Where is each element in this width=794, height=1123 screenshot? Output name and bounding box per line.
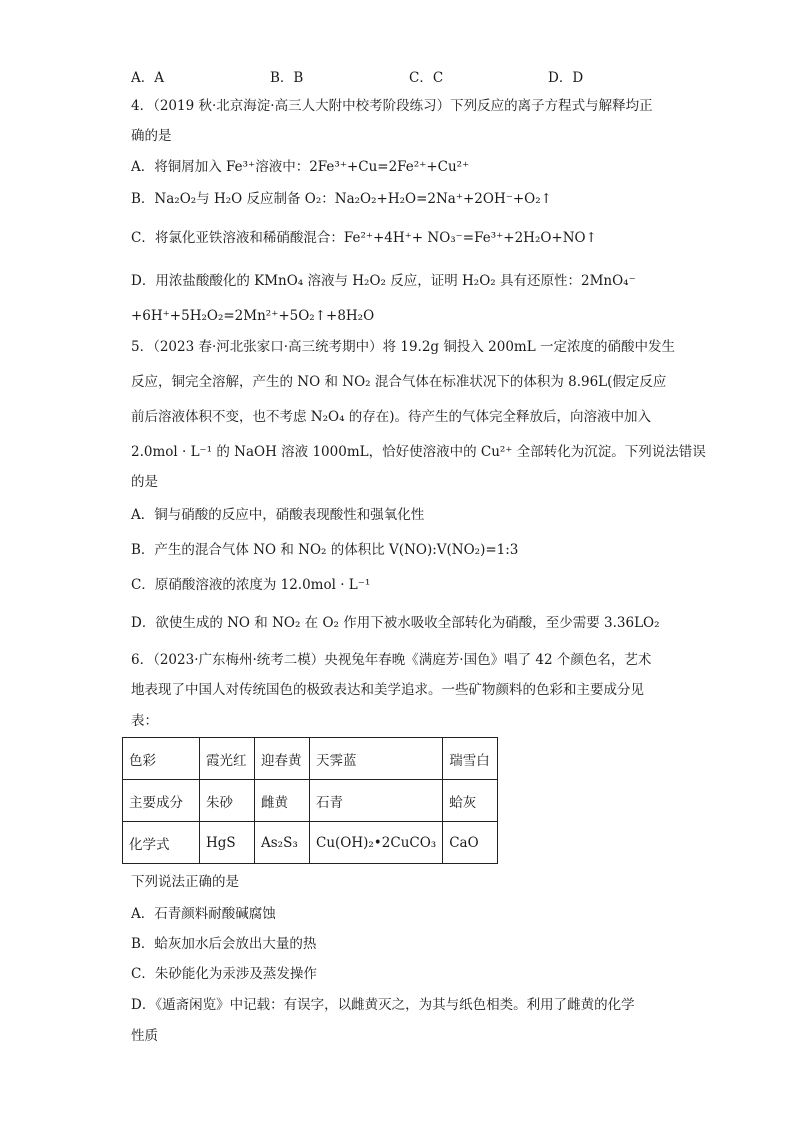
table-cell: 雌黄: [255, 780, 310, 822]
q4-option-c: C．将氯化亚铁溶液和稀硝酸混合：Fe²⁺+4H⁺+ NO₃⁻=Fe³⁺+2H₂O+NO↑: [131, 230, 597, 246]
q5-option-a: A．铜与硝酸的反应中，硝酸表现酸性和强氧化性: [131, 507, 425, 523]
q3-option-c: C．C: [409, 70, 444, 86]
q6-stem-line-1: 6．（2023·广东梅州·统考二模）央视兔年春晚《满庭芳·国色》唱了 42 个颜色名，艺术: [131, 652, 652, 668]
q4-stem-line-2: 确的是: [131, 128, 172, 144]
table-cell: 化学式: [123, 822, 200, 864]
q5-option-b: B．产生的混合气体 NO 和 NO₂ 的体积比 V(NO):V(NO₂)=1:3: [131, 542, 519, 558]
q3-option-b: B．B: [270, 70, 304, 86]
q6-stem-line-2: 地表现了中国人对传统国色的极致表达和美学追求。一些矿物颜料的色彩和主要成分见: [131, 682, 644, 698]
q6-prompt: 下列说法正确的是: [131, 874, 239, 890]
table-row: [123, 738, 498, 780]
q4-option-d-line-2: +6H⁺+5H₂O₂=2Mn²⁺+5O₂↑+8H₂O: [131, 308, 375, 324]
q5-option-c: C．原硝酸溶液的浓度为 12.0mol · L⁻¹: [131, 577, 371, 593]
table-cell: Cu(OH)₂•2CuCO₃: [310, 822, 443, 864]
table-cell: 天霁蓝: [310, 738, 443, 780]
q5-stem-line-4: 2.0mol · L⁻¹ 的 NaOH 溶液 1000mL，恰好使溶液中的 Cu²⁺ 全部转化为沉淀。下列说法错误: [131, 444, 706, 460]
table-cell: HgS: [200, 822, 255, 864]
q4-stem-line-1: 4．（2019 秋·北京海淀·高三人大附中校考阶段练习）下列反应的离子方程式与解释均正: [131, 98, 653, 114]
q3-options: [131, 66, 691, 86]
q6-option-b: B．蛤灰加水后会放出大量的热: [131, 936, 317, 952]
q6-option-c: C．朱砂能化为汞涉及蒸发操作: [131, 966, 317, 982]
q3-option-a: A．A: [131, 70, 164, 86]
q6-option-a: A．石青颜料耐酸碱腐蚀: [131, 906, 276, 922]
q6-option-d-line-1: D．《遁斋闲览》中记载：有误字，以雌黄灭之，为其与纸色相类。利用了雌黄的化学: [131, 997, 635, 1013]
table-cell: 朱砂: [200, 780, 255, 822]
table-cell: As₂S₃: [255, 822, 310, 864]
q5-stem-line-2: 反应，铜完全溶解，产生的 NO 和 NO₂ 混合气体在标准状况下的体积为 8.96L(假定反应: [131, 374, 667, 390]
q5-option-d: D．欲使生成的 NO 和 NO₂ 在 O₂ 作用下被水吸收全部转化为硝酸，至少需要 3.36LO₂: [131, 615, 660, 631]
table-cell: 蛤灰: [443, 780, 498, 822]
table-cell: CaO: [443, 822, 498, 864]
table-row: [123, 822, 498, 864]
table-row: [123, 780, 498, 822]
table-cell: 石青: [310, 780, 443, 822]
table-cell: 瑞雪白: [443, 738, 498, 780]
q6-option-d-line-2: 性质: [131, 1028, 158, 1044]
table-cell: 色彩: [123, 738, 200, 780]
q4-option-b: B．Na₂O₂与 H₂O 反应制备 O₂：Na₂O₂+H₂O=2Na⁺+2OH⁻+O₂↑: [131, 191, 552, 207]
q5-stem-line-1: 5．（2023 春·河北张家口·高三统考期中）将 19.2g 铜投入 200mL 一定浓度的硝酸中发生: [131, 339, 675, 355]
q4-option-d-line-1: D．用浓盐酸酸化的 KMnO₄ 溶液与 H₂O₂ 反应，证明 H₂O₂ 具有还原性：2MnO₄⁻: [131, 273, 636, 289]
q4-option-a: A．将铜屑加入 Fe³⁺溶液中：2Fe³⁺+Cu=2Fe²⁺+Cu²⁺: [131, 159, 470, 175]
table-cell: 迎春黄: [255, 738, 310, 780]
q6-stem-line-3: 表：: [131, 713, 158, 729]
table-cell: 主要成分: [123, 780, 200, 822]
pigment-table: [122, 737, 498, 864]
q5-stem-line-3: 前后溶液体积不变，也不考虑 N₂O₄ 的存在)。待产生的气体完全释放后，向溶液中加入: [131, 409, 652, 425]
q5-stem-line-5: 的是: [131, 474, 158, 490]
q3-option-d: D．D: [548, 70, 584, 86]
table-cell: 霞光红: [200, 738, 255, 780]
